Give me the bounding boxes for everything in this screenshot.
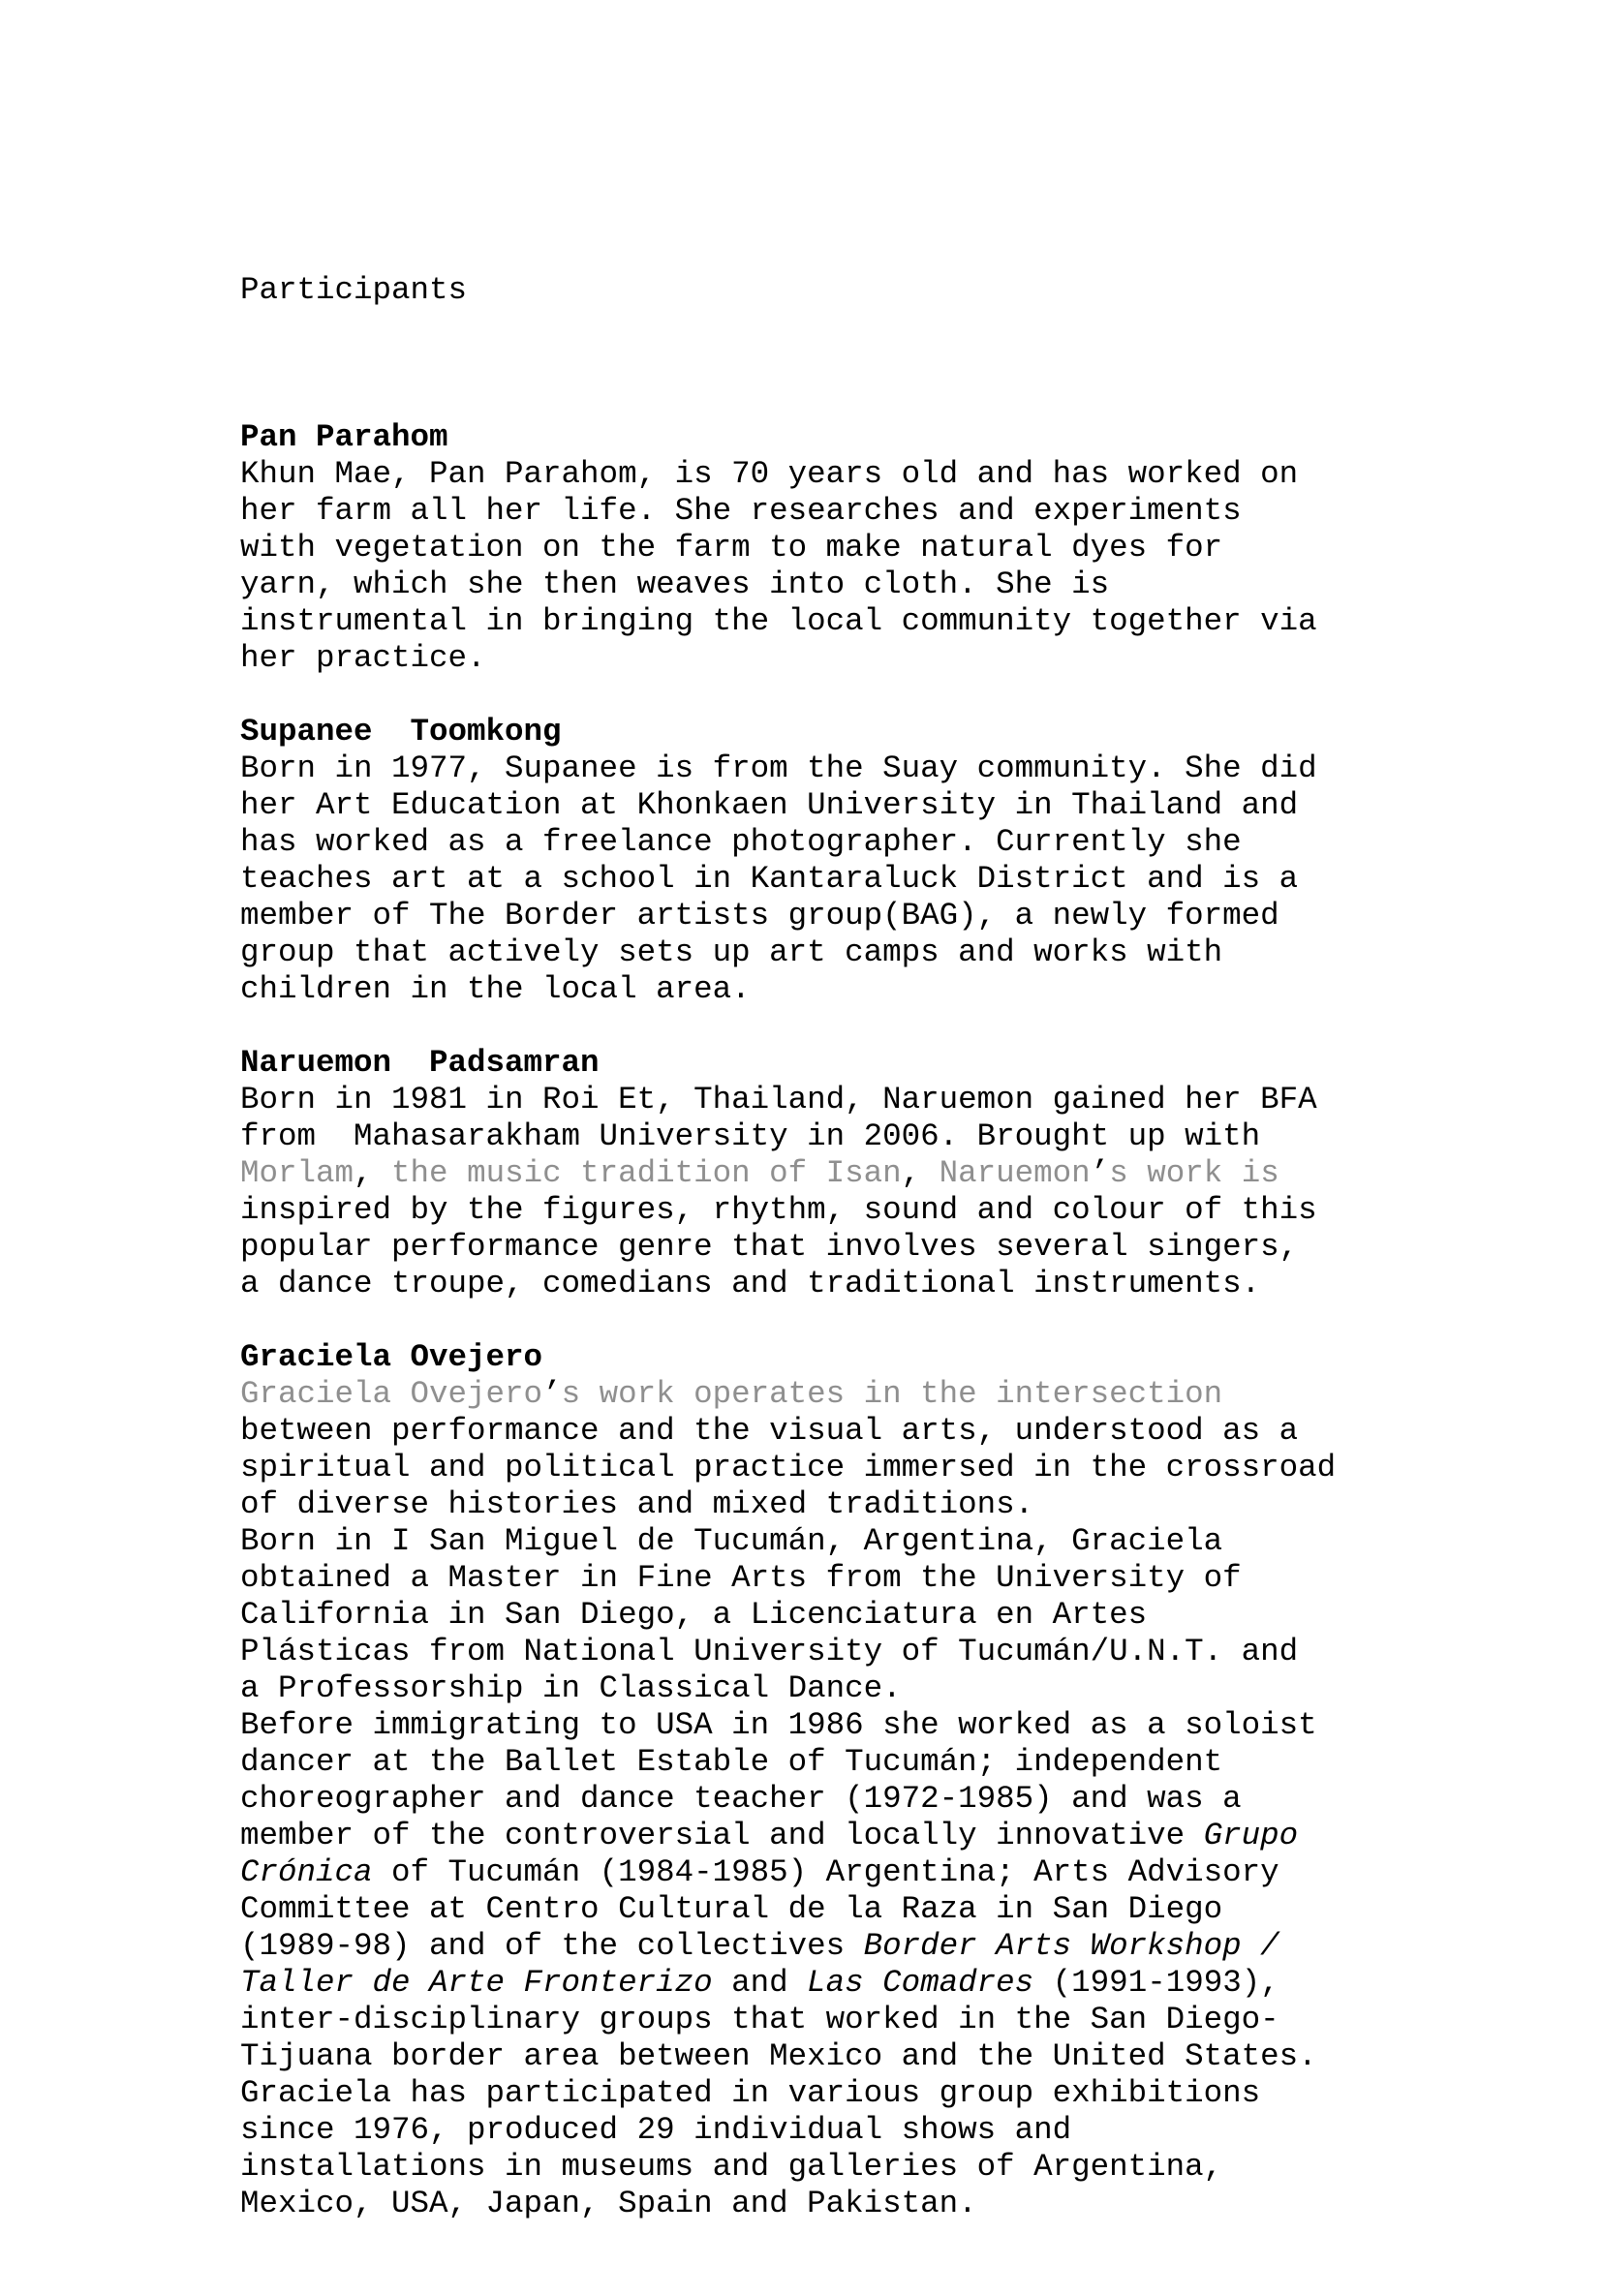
text-segment: Khun Mae, Pan Parahom, is 70 years old and has worked on — [240, 456, 1299, 492]
text-line — [240, 2002, 1336, 2038]
text-segment: popular performance genre that involves several singers, — [240, 1229, 1299, 1265]
text-segment: ’ — [542, 1376, 562, 1412]
text-segment: (1991-1993), — [1033, 1965, 1279, 2001]
text-segment: s work is — [1109, 1155, 1279, 1191]
text-line — [240, 1229, 1336, 1266]
text-line — [240, 603, 1336, 640]
text-segment: , — [901, 1155, 921, 1191]
text-segment: choreographer and dance teacher (1972-1985) and was a — [240, 1781, 1242, 1817]
text-segment: Grupo — [1203, 1818, 1299, 1853]
text-segment: installations in museums and galleries of Argentina, — [240, 2149, 1223, 2185]
text-line — [240, 2075, 1336, 2112]
text-line — [240, 1707, 1336, 1744]
text-line — [240, 1192, 1336, 1229]
text-segment: Committee at Centro Cultural de la Raza in San Diego — [240, 1891, 1223, 1927]
text-segment: , — [354, 1155, 373, 1191]
page-title: Participants — [240, 272, 468, 308]
participant-sections — [240, 419, 1336, 2222]
text-segment: (1989-98) and of the collectives — [240, 1928, 864, 1964]
text-line — [240, 861, 1336, 898]
text-segment: instrumental in bringing the local community together via — [240, 603, 1317, 639]
text-line — [240, 1634, 1336, 1670]
text-line — [240, 566, 1336, 603]
text-segment: Plásticas from National University of Tucumán/U.N.T. and — [240, 1634, 1299, 1669]
text-segment: a dance troupe, comedians and traditional instruments. — [240, 1266, 1261, 1301]
text-line — [240, 787, 1336, 824]
text-segment: Mexico, USA, Japan, Spain and Pakistan. — [240, 2186, 977, 2221]
text-line — [240, 1965, 1336, 2002]
text-line — [240, 1891, 1336, 1928]
participant-name-heading: Naruemon Padsamran — [240, 1045, 600, 1081]
text-segment: Crónica — [240, 1854, 373, 1890]
participant-name-heading: Pan Parahom — [240, 419, 448, 455]
text-segment: member of the controversial and locally innovative — [240, 1818, 1204, 1853]
text-segment: with vegetation on the farm to make natural dyes for — [240, 530, 1223, 566]
text-segment: Naruemon — [920, 1155, 1091, 1191]
text-segment: Graciela has participated in various group exhibitions — [240, 2075, 1261, 2111]
text-segment: Morlam — [240, 1155, 354, 1191]
text-segment: from Mahasarakham University in 2006. Brought up with — [240, 1118, 1261, 1154]
text-segment: yarn, which she then weaves into cloth. She is — [240, 566, 1110, 602]
text-line — [240, 1928, 1336, 1965]
text-segment: Born in 1981 in Roi Et, Thailand, Naruemon gained her BFA — [240, 1082, 1317, 1117]
text-segment: her practice. — [240, 640, 486, 676]
text-segment: Graciela Ovejero — [240, 1376, 543, 1412]
text-line — [240, 1082, 1336, 1118]
text-line — [240, 1854, 1336, 1891]
text-line — [240, 493, 1336, 530]
text-segment: her Art Education at Khonkaen University in Thailand and — [240, 787, 1299, 823]
text-line — [240, 750, 1336, 787]
text-line — [240, 530, 1336, 566]
document-page — [240, 199, 1336, 2296]
text-segment: Las Comadres — [807, 1965, 1034, 2001]
text-segment: California in San Diego, a Licenciatura en Artes — [240, 1597, 1148, 1633]
text-line — [240, 1597, 1336, 1634]
text-segment: group that actively sets up art camps and works with — [240, 934, 1223, 970]
text-line — [240, 1818, 1336, 1854]
text-line — [240, 898, 1336, 934]
text-line — [240, 2038, 1336, 2075]
text-line — [240, 1450, 1336, 1486]
text-line — [240, 2149, 1336, 2186]
text-segment: inter-disciplinary groups that worked in the San Diego- — [240, 2002, 1279, 2037]
participant-section — [240, 1339, 1336, 2222]
participant-section — [240, 714, 1336, 1008]
text-segment: Tijuana border area between Mexico and the United States. — [240, 2038, 1317, 2074]
participant-section — [240, 419, 1336, 677]
text-segment: dancer at the Ballet Estable of Tucumán; independent — [240, 1744, 1223, 1780]
text-segment: her farm all her life. She researches and experiments — [240, 493, 1242, 529]
text-line — [240, 824, 1336, 861]
text-segment: ’ — [1090, 1155, 1110, 1191]
text-segment: Before immigrating to USA in 1986 she worked as a soloist — [240, 1707, 1317, 1743]
participant-section — [240, 1045, 1336, 1302]
text-line — [240, 1266, 1336, 1302]
text-segment: spiritual and political practice immersed in the crossroad — [240, 1450, 1337, 1485]
text-line — [240, 1486, 1336, 1523]
text-segment: has worked as a freelance photographer. Currently she — [240, 824, 1242, 860]
text-line — [240, 2186, 1336, 2222]
text-segment: a Professorship in Classical Dance. — [240, 1670, 902, 1706]
text-line — [240, 640, 1336, 677]
text-segment: Border Arts Workshop / — [863, 1928, 1279, 1964]
text-line — [240, 1118, 1336, 1155]
text-segment: of Tucumán (1984-1985) Argentina; Arts Advisory — [372, 1854, 1279, 1890]
participant-name-heading: Graciela Ovejero — [240, 1339, 543, 1375]
participant-name-heading: Supanee Toomkong — [240, 714, 562, 750]
text-segment: inspired by the figures, rhythm, sound and colour of this — [240, 1192, 1317, 1228]
text-segment: s work operates in the intersection — [561, 1376, 1223, 1412]
text-segment: obtained a Master in Fine Arts from the University of — [240, 1560, 1242, 1596]
text-segment: teaches art at a school in Kantaraluck District and is a — [240, 861, 1299, 897]
text-line — [240, 1155, 1336, 1192]
text-line — [240, 1560, 1336, 1597]
text-segment: and — [712, 1965, 808, 2001]
text-line — [240, 1670, 1336, 1707]
text-segment: between performance and the visual arts, understood as a — [240, 1413, 1299, 1449]
text-line — [240, 1376, 1336, 1413]
text-line — [240, 1523, 1336, 1560]
text-line — [240, 456, 1336, 493]
text-segment: since 1976, produced 29 individual shows and — [240, 2112, 1072, 2148]
text-line — [240, 2112, 1336, 2149]
text-line — [240, 971, 1336, 1008]
text-segment: children in the local area. — [240, 971, 751, 1007]
text-line — [240, 1744, 1336, 1781]
text-segment: Born in 1977, Supanee is from the Suay community. She did — [240, 750, 1317, 786]
text-line — [240, 934, 1336, 971]
text-segment: Born in I San Miguel de Tucumán, Argentina, Graciela — [240, 1523, 1223, 1559]
text-segment: the music tradition of Isan — [372, 1155, 902, 1191]
text-line — [240, 1781, 1336, 1818]
text-segment: member of The Border artists group(BAG), a newly formed — [240, 898, 1279, 934]
text-segment: Taller de Arte Fronterizo — [240, 1965, 713, 2001]
text-line — [240, 1413, 1336, 1450]
text-segment: of diverse histories and mixed traditions. — [240, 1486, 1034, 1522]
